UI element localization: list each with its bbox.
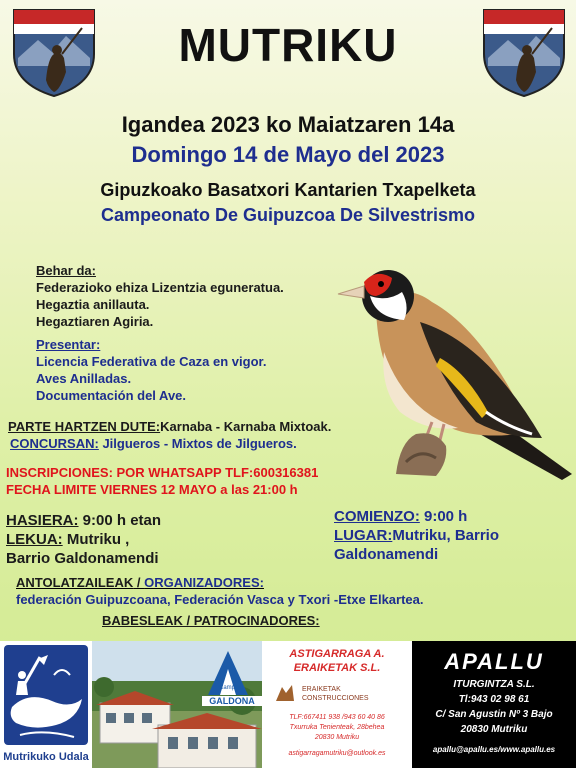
- organizers-heading-spanish: ORGANIZADORES:: [144, 575, 264, 590]
- place-line2-spanish: Galdonamendi: [334, 546, 439, 563]
- start-label-basque: HASIERA:: [6, 512, 79, 529]
- mutriku-whale-logo: [4, 645, 88, 745]
- event-name-basque: Gipuzkoako Basatxori Kantarien Txapelketa: [100, 180, 476, 200]
- participants-basque-label: PARTE HARTZEN DUTE:: [8, 419, 161, 434]
- start-value-spanish: 9:00 h: [419, 508, 468, 525]
- participants-spanish-value: Jilgueros - Mixtos de Jilgueros.: [98, 436, 297, 451]
- sponsor-apallu: [412, 641, 576, 768]
- place-label-spanish: LUGAR:: [334, 527, 393, 544]
- requirement-item: Documentación del Ave.: [36, 388, 187, 403]
- astigarraga-address1: Txurruka Tenienteak, 28behea: [289, 724, 385, 731]
- participants-basque-value: Karnaba - Karnaba Mixtoak.: [160, 419, 332, 434]
- astigarraga-logo-icon: [274, 681, 296, 703]
- event-name-spanish: Campeonato De Guipuzcoa De Silvestrismo: [100, 205, 476, 225]
- deadline-line: FECHA LIMITE VIERNES 12 MAYO a las 21:00 h: [6, 482, 298, 497]
- astigarraga-email: astigarragamutriku@outlook.es: [288, 750, 386, 757]
- requirements-spanish: [36, 336, 346, 404]
- sponsor-mutriku-udala: [0, 641, 92, 768]
- camping-small-label: Camping: [218, 685, 243, 691]
- mutriku-udala-label: Mutrikuko Udala: [3, 751, 89, 763]
- requirements-basque: [36, 262, 346, 330]
- apallu-phone: Tl:943 02 98 61: [458, 694, 530, 705]
- camping-name-label: GALDONA: [202, 696, 262, 706]
- start-value-basque: 9:00 h etan: [78, 512, 162, 529]
- apallu-name: APALLU: [444, 649, 544, 674]
- requirements-basque-heading: Behar da:: [36, 263, 96, 278]
- sponsors-footer: [0, 641, 576, 768]
- astigarraga-logo-line1: ERAIKETAK: [302, 686, 341, 693]
- inscriptions-section: [6, 464, 406, 498]
- place-label-basque: LEKUA:: [6, 531, 63, 548]
- place-value-basque: Mutriku ,: [62, 531, 130, 548]
- date-basque: Igandea 2023 ko Maiatzaren 14a: [121, 112, 455, 137]
- poster-title: MUTRIKU: [178, 19, 398, 71]
- organizers-section: ANTOLATZAILEAK / ORGANIZADORES: federación Guipuzcoana, Federación Vasca y Txori -Etxe Elkartea.: [16, 574, 556, 608]
- participants-spanish-label: CONCURSAN:: [10, 436, 99, 451]
- astigarraga-name-line1: ASTIGARRAGA A.: [289, 648, 385, 660]
- organizers-text: federación Guipuzcoana, Federación Vasca y Txori -Etxe Elkartea.: [16, 592, 424, 607]
- apallu-subtitle: ITURGINTZA S.L.: [453, 679, 535, 690]
- requirement-item: Hegaztiaren Agiria.: [36, 314, 154, 329]
- astigarraga-phone: TLF:667411 938 /943 60 40 86: [289, 714, 385, 721]
- astigarraga-name-line2: ERAIKETAK S.L.: [293, 662, 381, 674]
- astigarraga-address2: 20830 Mutriku: [314, 734, 360, 741]
- start-label-spanish: COMIENZO:: [334, 508, 420, 525]
- apallu-web: apallu@apallu.es/www.apallu.es: [432, 745, 556, 754]
- participants-section: [8, 418, 428, 452]
- schedule-basque: [6, 511, 266, 568]
- schedule-spanish: [334, 507, 574, 564]
- apallu-city: 20830 Mutriku: [460, 724, 528, 735]
- place-line2-basque: Barrio Galdonamendi: [6, 550, 159, 567]
- apallu-address: C/ San Agustin Nº 3 Bajo: [435, 709, 553, 720]
- place-value-spanish: Mutriku, Barrio: [392, 527, 500, 544]
- inscriptions-line: INSCRIPCIONES: POR WHATSAPP TLF:600316381: [6, 465, 319, 480]
- sponsor-camping-galdona: [92, 641, 262, 768]
- sponsors-heading: BABESLEAK / PATROCINADORES:: [102, 613, 320, 628]
- astigarraga-logo-line2: CONSTRUCCIONES: [302, 695, 369, 702]
- requirement-item: Hegaztia anillauta.: [36, 297, 150, 312]
- requirements-spanish-heading: Presentar:: [36, 337, 101, 352]
- requirement-item: Licencia Federativa de Caza en vigor.: [36, 354, 267, 369]
- sponsor-astigarraga: [262, 641, 412, 768]
- requirement-item: Aves Anilladas.: [36, 371, 132, 386]
- date-spanish: Domingo 14 de Mayo del 2023: [131, 142, 445, 167]
- requirement-item: Federazioko ehiza Lizentzia eguneratua.: [36, 280, 284, 295]
- organizers-heading-basque: ANTOLATZAILEAK: [16, 575, 134, 590]
